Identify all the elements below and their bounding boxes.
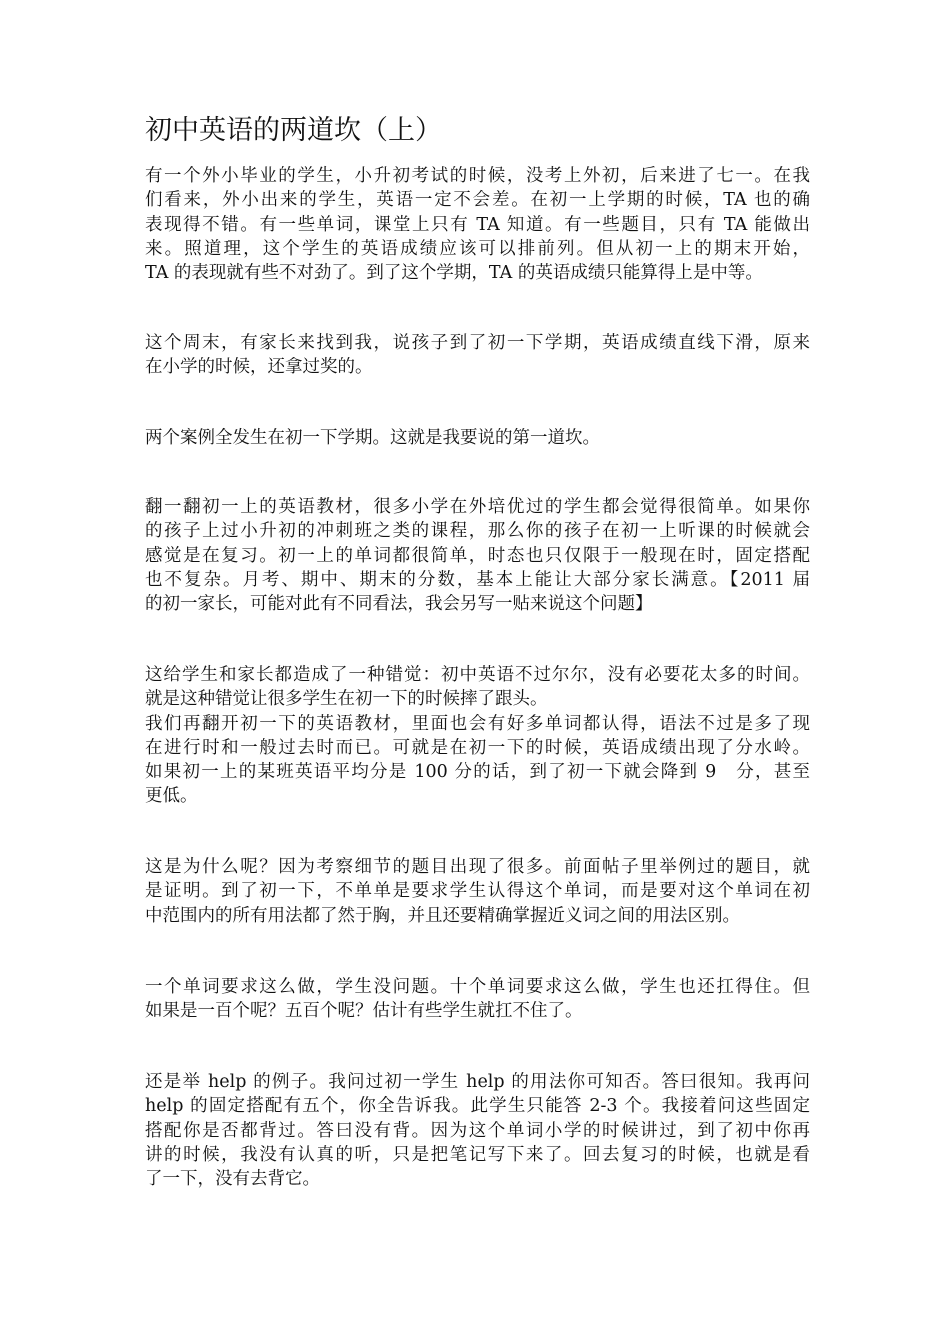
paragraph-7 xyxy=(145,975,810,1024)
text-line: 这是为什么呢？因为考察细节的题目出现了很多。前面帖子里举例过的题目，就 xyxy=(145,857,810,877)
text-line: 我们再翻开初一下的英语教材，里面也会有好多单词都认得，语法不过是多了现 xyxy=(145,713,810,734)
text-line: 的初一家长，可能对此有不同看法，我会另写一贴来说这个问题】 xyxy=(145,594,653,615)
text-line: 如果初一上的某班英语平均分是 100 分的话，到了初一下就会降到 9 分，甚至 xyxy=(145,762,810,783)
text-line: 有一个外小毕业的学生，小升初考试的时候，没考上外初，后来进了七一。在我 xyxy=(145,166,810,186)
text-line: 就是这种错觉让很多学生在初一下的时候摔了跟头。 xyxy=(145,689,548,710)
text-line: 讲的时候，我没有认真的听，只是把笔记写下来了。回去复习的时候，也就是看 xyxy=(145,1144,810,1165)
text-line: 在进行时和一般过去时而已。可就是在初一下的时候，英语成绩出现了分水岭。 xyxy=(145,737,810,758)
paragraph-6 xyxy=(145,855,810,928)
text-line: 还是举 help 的例子。我问过初一学生 help 的用法你可知否。答曰很知。我再问 xyxy=(145,1072,810,1092)
document-title: 初中英语的两道坎（上） xyxy=(145,115,442,146)
text-line: 中范围内的所有用法都了然于胸，并且还要精确掌握近义词之间的用法区别。 xyxy=(145,905,740,926)
text-line: 一个单词要求这么做，学生没问题。十个单词要求这么做，学生也还扛得住。但 xyxy=(145,977,810,997)
text-line: 翻一翻初一上的英语教材，很多小学在外培优过的学生都会觉得很简单。如果你 xyxy=(145,497,810,517)
text-line: 这个周末，有家长来找到我，说孩子到了初一下学期，英语成绩直线下滑，原来 xyxy=(145,333,810,353)
text-line: 的孩子上过小升初的冲刺班之类的课程，那么你的孩子在初一上听课的时候就会 xyxy=(145,521,810,542)
text-line: 搭配你是否都背过。答曰没有背。因为这个单词小学的时候讲过，到了初中你再 xyxy=(145,1120,810,1141)
text-line: 更低。 xyxy=(145,786,198,807)
text-line: 了一下，没有去背它。 xyxy=(145,1169,320,1190)
paragraph-2 xyxy=(145,331,810,380)
text-line: 感觉是在复习。初一上的单词都很简单，时态也只仅限于一般现在时，固定搭配 xyxy=(145,545,810,566)
paragraph-8 xyxy=(145,1070,810,1191)
paragraph-1 xyxy=(145,164,810,285)
text-line: 们看来，外小出来的学生，英语一定不会差。在初一上学期的时候，TA 也的确 xyxy=(145,190,810,211)
text-line: 这给学生和家长都造成了一种错觉：初中英语不过尔尔，没有必要花太多的时间。 xyxy=(145,665,810,685)
paragraph-5 xyxy=(145,663,810,809)
paragraph-3 xyxy=(145,426,810,450)
text-line: 如果是一百个呢？五百个呢？估计有些学生就扛不住了。 xyxy=(145,1001,583,1022)
text-line: 在小学的时候，还拿过奖的。 xyxy=(145,357,373,378)
text-line: TA 的表现就有些不对劲了。到了这个学期，TA 的英语成绩只能算得上是中等。 xyxy=(145,263,763,284)
text-line: help 的固定搭配有五个，你全告诉我。此学生只能答 2-3 个。我接着问这些固定 xyxy=(145,1096,810,1117)
text-line: 表现得不错。有一些单词，课堂上只有 TA 知道。有一些题目，只有 TA 能做出 xyxy=(145,214,810,235)
text-line: 是证明。到了初一下，不单单是要求学生认得这个单词，而是要对这个单词在初 xyxy=(145,881,810,902)
text-line: 也不复杂。月考、期中、期末的分数，基本上能让大部分家长满意。【2011 届 xyxy=(145,569,810,590)
text-line: 来。照道理，这个学生的英语成绩应该可以排前列。但从初一上的期末开始， xyxy=(145,238,810,259)
paragraph-4 xyxy=(145,495,810,616)
text-line: 两个案例全发生在初一下学期。这就是我要说的第一道坎。 xyxy=(145,428,600,448)
